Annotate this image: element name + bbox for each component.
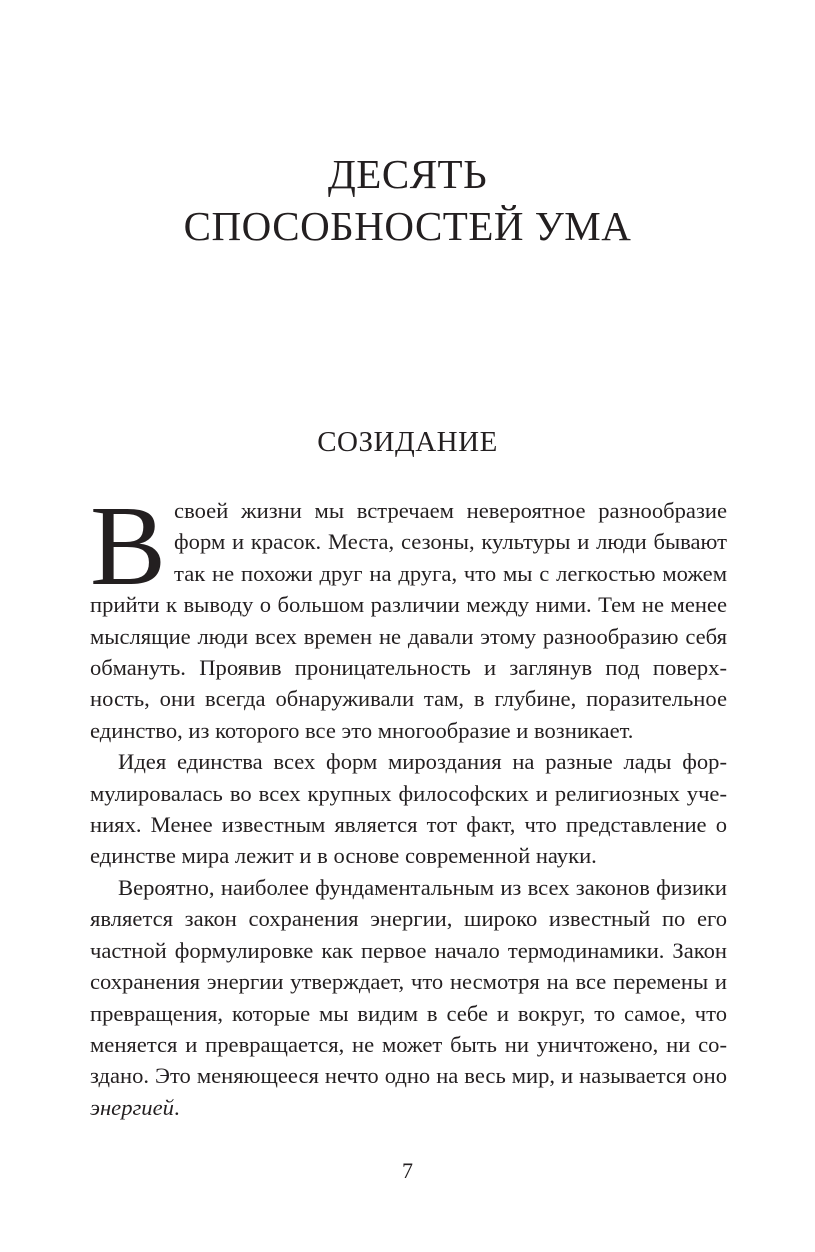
paragraph-1-text: своей жизни мы встречаем невероятное разнообразие форм и красок. Места, сезоны, культуры и люди бывают так не похожи друг на друга, что мы с легкостью можем прийти к выводу о большом различии между ними. Тем не менее мыслящие люди всех времен не давали этому разнообразию себя обмануть. Проявив проницательность и заглянув под поверхность, они всегда обнаруживали там, в глубине, поразительное единство, из которого все это многообразие и возникает.: [90, 498, 727, 743]
paragraph-1: [90, 482, 727, 746]
paragraph-3-italic-word: энергией: [90, 1094, 174, 1120]
paragraph-2-text: Идея единства всех форм мироздания на разные лады формулировалась во всех крупных философских и религиозных учениях. Менее известным является тот факт, что представление о единстве мира лежит и в основе современной науки.: [90, 749, 727, 869]
paragraph-3-text: Вероятно, наиболее фундаментальным из всех законов физики является закон сохранения энергии, широко известный по его частной формулировке как первое начало термодинамики. Закон сохранения энергии утверждает, что несмотря на все перемены и превращения, которые мы видим в себе и вокруг, то самое, что меняется и превращается, не может быть ни уничтожено, ни создано. Это меняющееся нечто одно на весь мир, и называется оно: [90, 874, 727, 1089]
page-number: 7: [402, 1158, 413, 1183]
paragraph-3-end: .: [173, 1094, 180, 1120]
section-title: СОЗИДАНИЕ: [317, 426, 498, 458]
chapter-title-line-2: СПОСОБНОСТЕЙ УМА: [183, 203, 632, 249]
body-text: [90, 482, 727, 1123]
chapter-title-line-1: ДЕСЯТЬ: [327, 151, 488, 197]
paragraph-2: [90, 746, 727, 872]
chapter-title: [0, 148, 815, 252]
paragraph-3: [90, 872, 727, 1123]
drop-cap: В: [90, 482, 167, 609]
